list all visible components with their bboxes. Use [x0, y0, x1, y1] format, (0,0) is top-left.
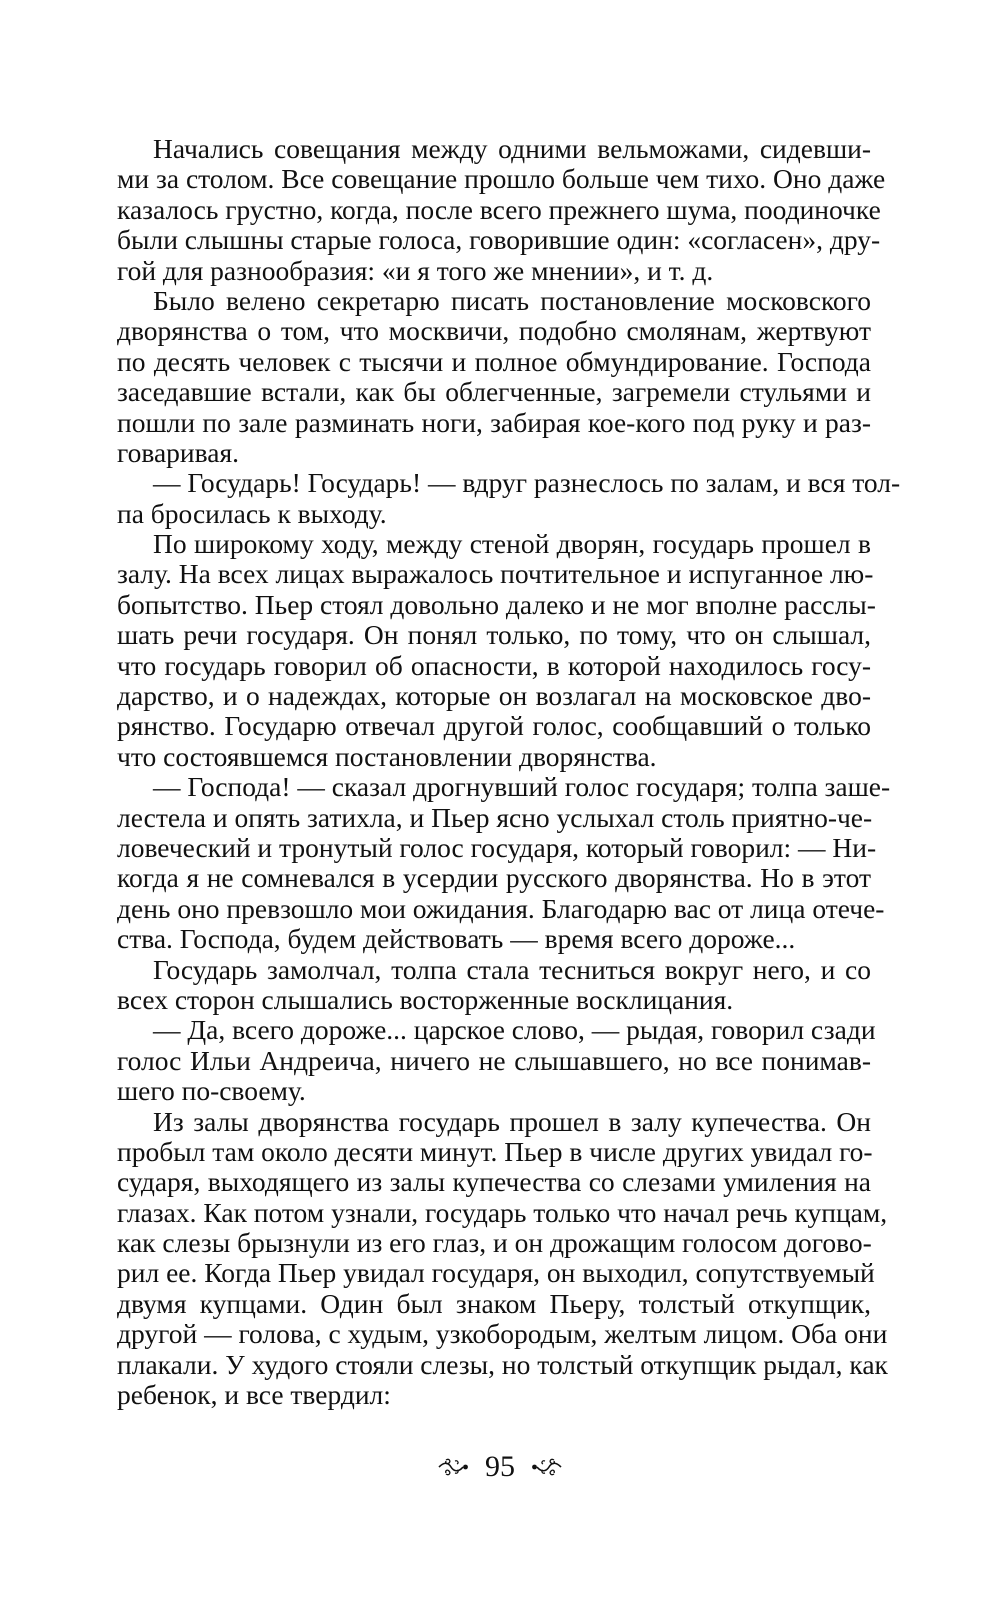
- text-line: заседавшие встали, как бы облегченные, загремели стульями и: [117, 376, 871, 408]
- paragraph: [117, 955, 871, 1016]
- paragraph: [117, 1105, 888, 1411]
- text-line: Было велено секретарю писать постановление московского: [153, 284, 871, 316]
- text-line: залу. На всех лицах выражалось почтительное и испуганное лю-: [117, 558, 874, 590]
- text-line: что состоявшемся постановлении дворянства.: [117, 740, 657, 772]
- text-line: лестела и опять затихла, и Пьер ясно услыхал столь приятно-че-: [117, 801, 873, 833]
- text-line: гой для разнообразия: «и я того же мнении», и т. д.: [117, 254, 714, 286]
- text-line: шего по-своему.: [117, 1075, 306, 1107]
- text-line: — Господа! — сказал дрогнувший голос государя; толпа заше-: [153, 771, 891, 803]
- text-line: ловеческий и тронутый голос государя, который говорил: — Ни-: [117, 831, 877, 863]
- text-line: — Да, всего дороже... царское слово, — рыдая, говорил сзади: [153, 1014, 876, 1046]
- body-text: [117, 133, 901, 1411]
- text-line: плакали. У худого стояли слезы, но толстый откупщик рыдал, как: [117, 1348, 888, 1380]
- text-line: По широкому ходу, между стеной дворян, государь прошел в: [153, 528, 871, 560]
- text-line: дарство, и о надеждах, которые он возлагал на московское дво-: [117, 680, 871, 712]
- page-number: 95: [485, 1450, 515, 1483]
- paragraph: [117, 1014, 876, 1107]
- paragraph: [117, 286, 871, 468]
- text-line: когда я не сомневался в усердии русского дворянства. Но в этот: [117, 862, 871, 894]
- text-line: день оно превзошло мои ожидания. Благодарю вас от лица отече-: [117, 892, 885, 924]
- text-line: ми за столом. Все совещание прошло больше чем тихо. Оно даже: [117, 163, 886, 195]
- text-line: шать речи государя. Он понял только, по тому, что он слышал,: [117, 619, 871, 651]
- paragraph: [117, 528, 876, 772]
- text-line: по десять человек с тысячи и полное обмундирование. Господа: [117, 345, 871, 377]
- text-line: что государь говорил об опасности, в которой находилось госу-: [117, 649, 871, 681]
- text-line: рил ее. Когда Пьер увидал государя, он выходил, сопутствуемый: [117, 1257, 875, 1289]
- flourish-right-icon: [529, 1456, 563, 1478]
- text-line: всех сторон слышались восторженные восклицания.: [117, 983, 734, 1015]
- text-line: бопытство. Пьер стоял довольно далеко и не мог вполне расслы-: [117, 588, 876, 620]
- text-line: Государь замолчал, толпа стала тесниться вокруг него, и со: [153, 953, 871, 985]
- text-line: дворянства о том, что москвичи, подобно смолянам, жертвуют: [117, 315, 871, 347]
- text-line: рянство. Государю отвечал другой голос, сообщавший о только: [117, 710, 871, 742]
- text-line: па бросилась к выходу.: [117, 497, 387, 529]
- text-line: казалось грустно, когда, после всего прежнего шума, поодиночке: [117, 193, 881, 225]
- paragraph: [117, 133, 886, 286]
- text-line: двумя купцами. Один был знаком Пьеру, толстый откупщик,: [117, 1287, 871, 1319]
- paragraph: [117, 467, 901, 529]
- text-line: сударя, выходящего из залы купечества со слезами умиления на: [117, 1166, 871, 1198]
- text-line: ства. Господа, будем действовать — время всего дороже...: [117, 923, 796, 955]
- text-line: как слезы брызнули из его глаз, и он дрожащим голосом догово-: [117, 1227, 872, 1259]
- text-line: — Государь! Государь! — вдруг разнеслось по залам, и вся тол-: [153, 467, 901, 499]
- flourish-left-icon: [437, 1456, 471, 1478]
- text-line: пробыл там около десяти минут. Пьер в числе других увидал го-: [117, 1135, 873, 1167]
- page-footer: [400, 1447, 600, 1487]
- text-line: ребенок, и все твердил:: [117, 1379, 391, 1411]
- text-line: Начались совещания между одними вельможами, сидевши-: [153, 133, 871, 164]
- text-line: были слышны старые голоса, говорившие один: «согласен», дру-: [117, 224, 881, 256]
- text-line: говаривая.: [117, 436, 239, 468]
- text-line: Из залы дворянства государь прошел в залу купечества. Он: [153, 1105, 871, 1137]
- text-line: другой — голова, с худым, узкобородым, желтым лицом. Оба они: [117, 1318, 888, 1350]
- text-line: глазах. Как потом узнали, государь только что начал речь купцам,: [117, 1196, 888, 1228]
- paragraph: [117, 771, 891, 955]
- text-line: пошли по зале разминать ноги, забирая кое-кого под руку и раз-: [117, 406, 871, 438]
- text-line: голос Ильи Андреича, ничего не слышавшего, но все понимав-: [117, 1044, 871, 1076]
